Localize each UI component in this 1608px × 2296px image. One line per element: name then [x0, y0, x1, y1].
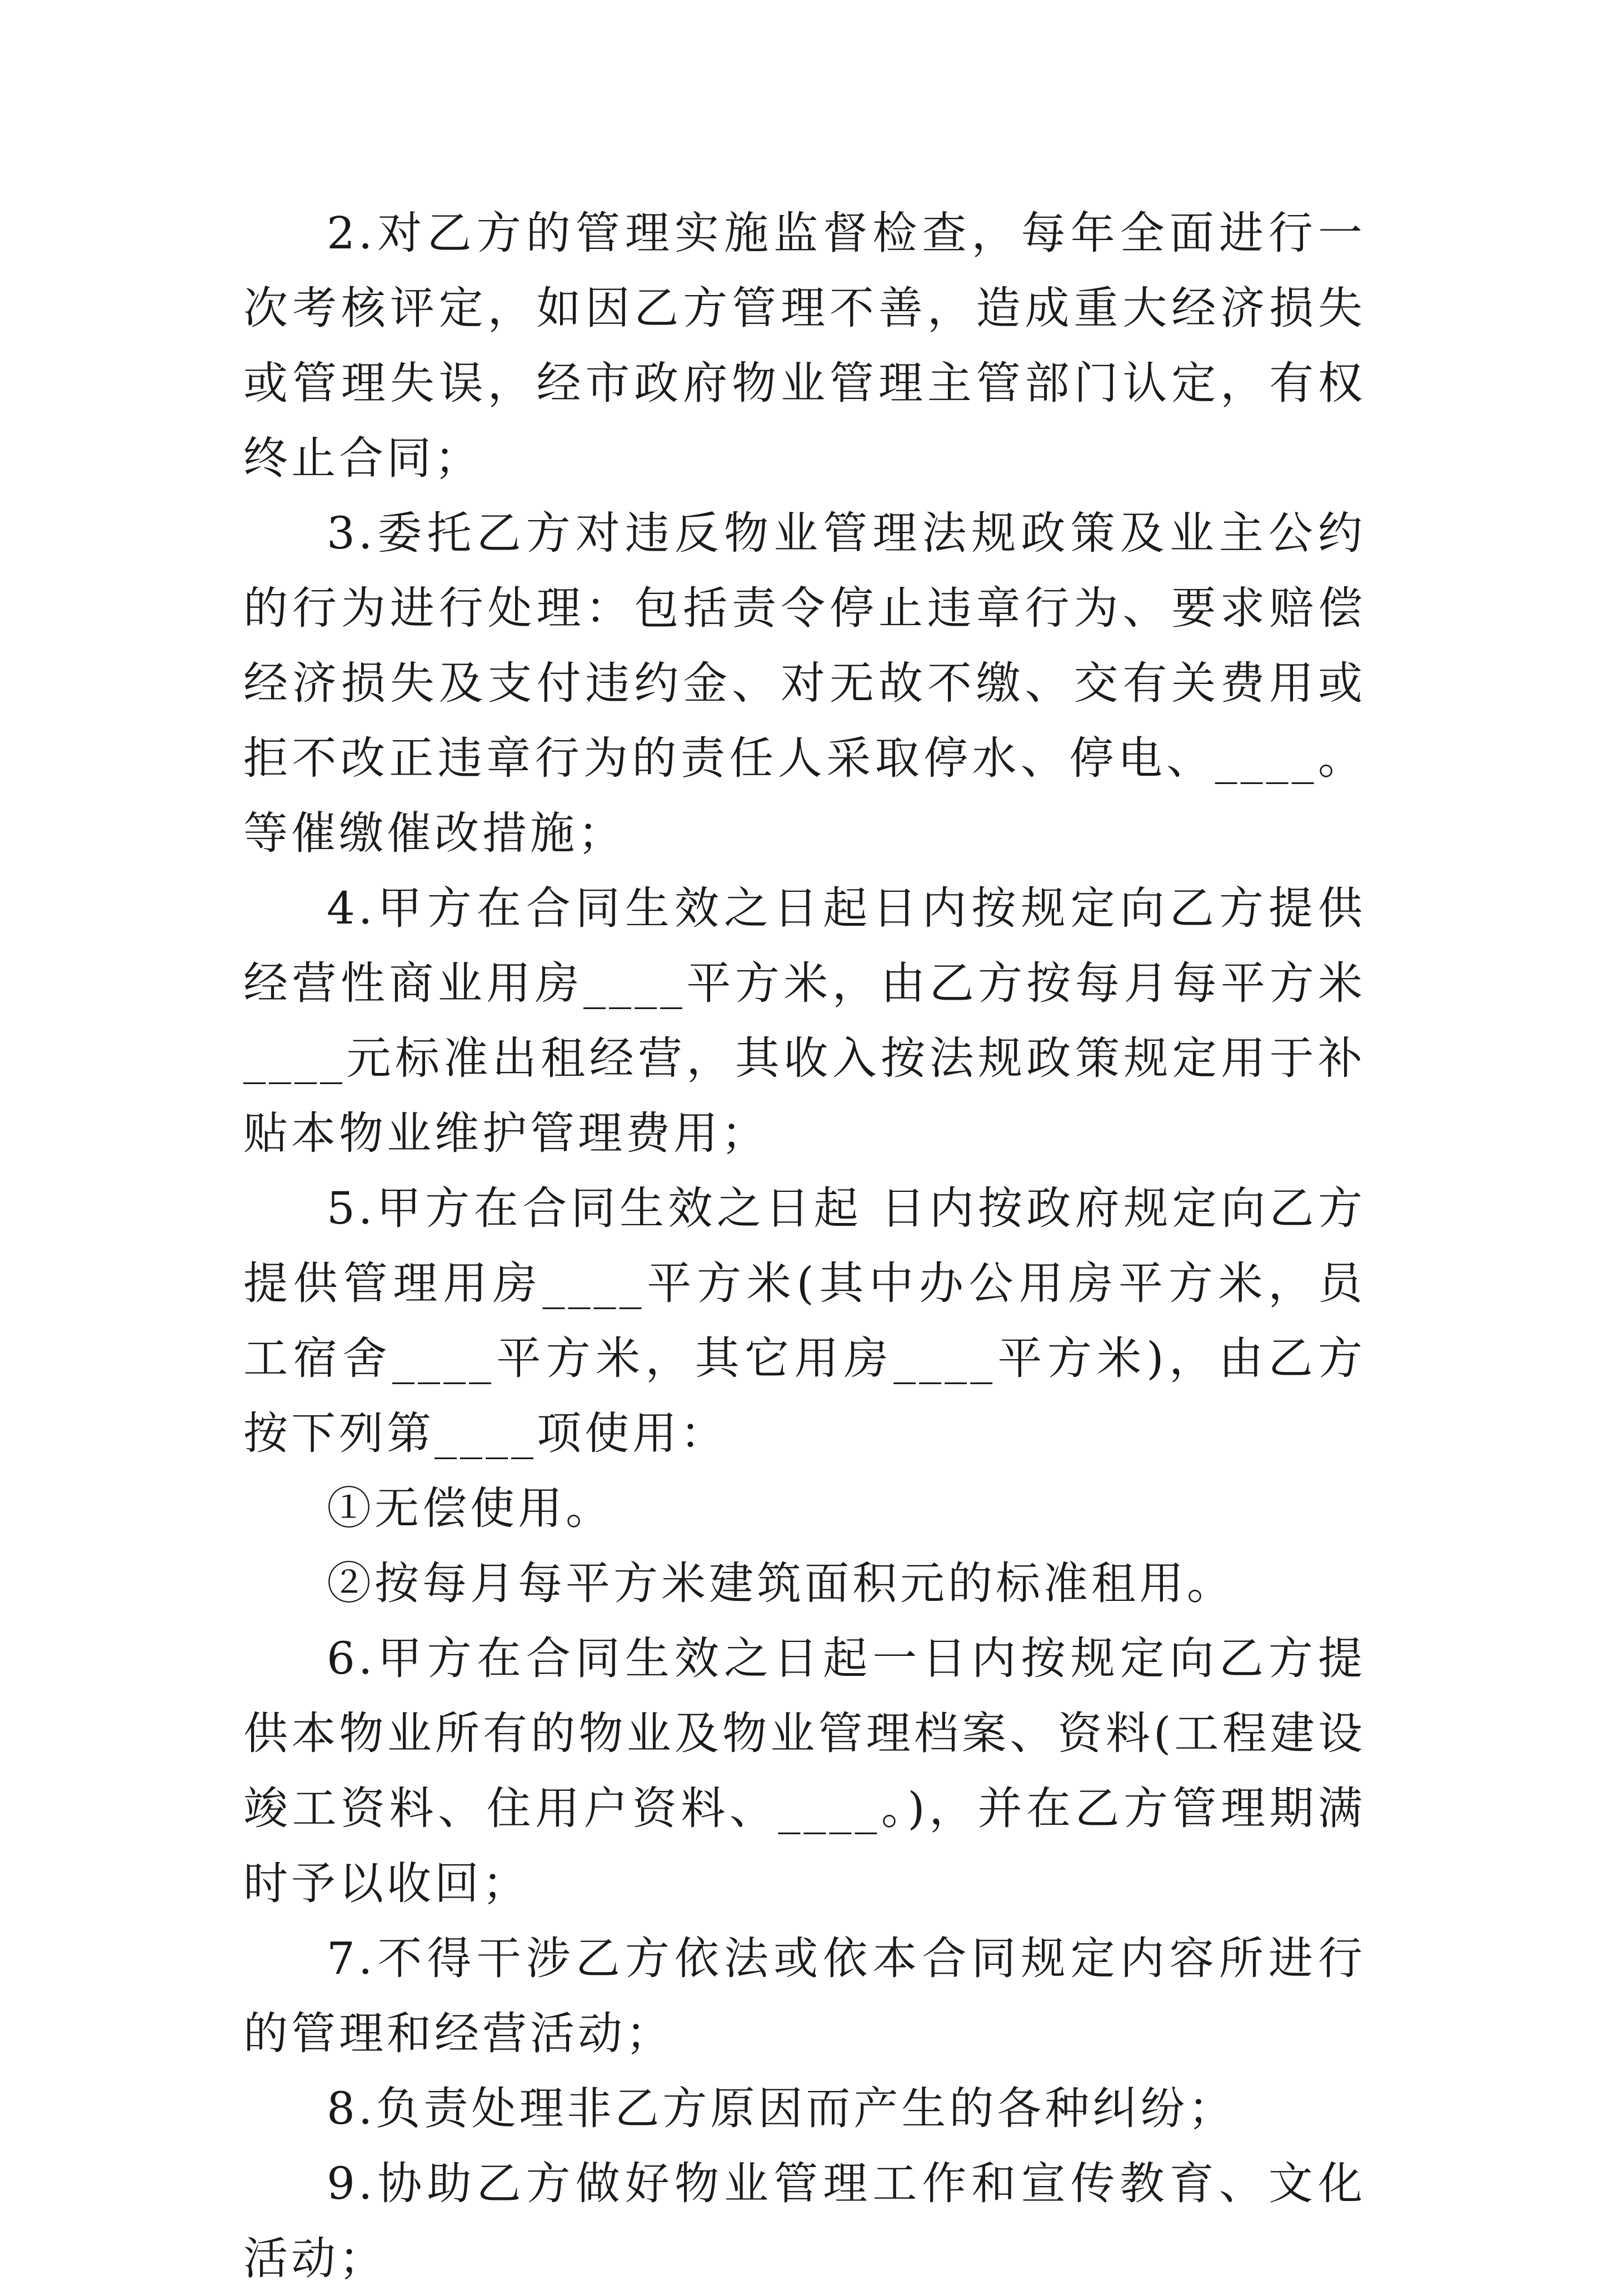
clause-8: 8.负责处理非乙方原因而产生的各种纠纷； [327, 2083, 1236, 2134]
clause-7: 7.不得干涉乙方依法或依本合同规定内容所进行的管理和经营活动； [243, 1933, 1366, 2059]
document-body [243, 196, 1366, 2296]
clause-5: 5.甲方在合同生效之日起 日内按政府规定向乙方提供管理用房____平方米(其中办公用房平方米，员工宿舍____平方米，其它用房____平方米)，由乙方按下列第____项使用： [243, 1182, 1366, 1459]
clause-9: 9.协助乙方做好物业管理工作和宣传教育、文化活动； [243, 2158, 1366, 2284]
clause-2: 2.对乙方的管理实施监督检查，每年全面进行一次考核评定，如因乙方管理不善，造成重大经济损失或管理失误，经市政府物业管理主管部门认定，有权终止合同； [243, 207, 1366, 484]
clause-4: 4.甲方在合同生效之日起日内按规定向乙方提供经营性商业用房____平方米，由乙方按每月每平方米____元标准出租经营，其收入按法规政策规定用于补贴本物业维护管理费用； [243, 882, 1366, 1159]
clause-5-option-2: ②按每月每平方米建筑面积元的标准租用。 [327, 1558, 1235, 1609]
clause-3: 3.委托乙方对违反物业管理法规政策及业主公约的行为进行处理：包括责令停止违章行为、要求赔偿经济损失及支付违约金、对无故不缴、交有关费用或拒不改正违章行为的责任人采取停水、停电、____。等催缴催改措施； [243, 507, 1366, 859]
clause-5-option-1: ①无偿使用。 [327, 1483, 613, 1534]
clause-6: 6.甲方在合同生效之日起一日内按规定向乙方提供本物业所有的物业及物业管理档案、资料(工程建设竣工资料、住用户资料、____。)，并在乙方管理期满时予以收回； [243, 1633, 1366, 1909]
